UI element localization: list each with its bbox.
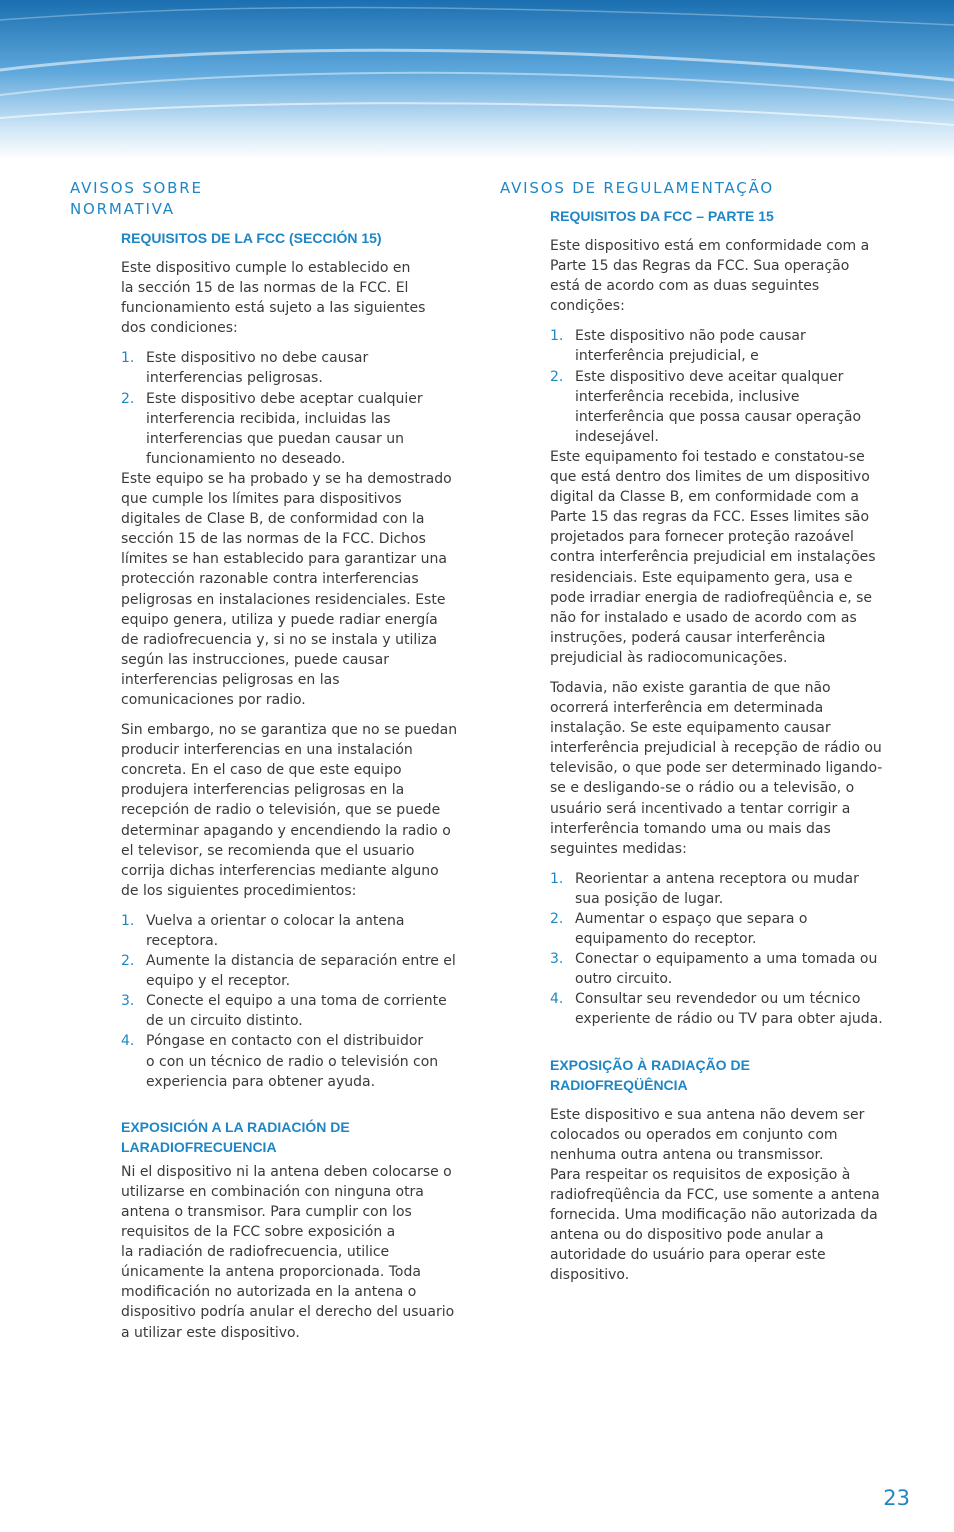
list-number: 3. bbox=[550, 951, 564, 968]
text-line: dos condiciones: bbox=[121, 320, 238, 337]
text-line: Para respeitar os requisitos de exposição à bbox=[550, 1166, 851, 1183]
text-line: seguintes medidas: bbox=[550, 840, 687, 857]
text-line: que cumple los límites para dispositivos bbox=[121, 491, 402, 508]
text-line: interferência que possa causar operação bbox=[575, 408, 862, 425]
list-number: 4. bbox=[550, 991, 564, 1008]
list-item bbox=[121, 991, 481, 1031]
text-line: experiente de rádio ou TV para obter ajuda. bbox=[575, 1011, 883, 1028]
text-line: autoridade do usuário para operar este bbox=[550, 1247, 826, 1264]
text-line: Todavia, não existe garantia de que não bbox=[550, 679, 831, 696]
text-line: que está dentro dos limites de um dispositivo bbox=[550, 469, 870, 486]
text-line: de un circuito distinto. bbox=[146, 1013, 303, 1030]
rf-exposure-paragraph bbox=[121, 1162, 481, 1343]
list-item bbox=[550, 989, 902, 1029]
text-line: límites se han establecido para garantizar una bbox=[121, 551, 447, 568]
text-line: digital da Classe B, em conformidade com a bbox=[550, 489, 859, 506]
section-title: AVISOS SOBRE NORMATIVA bbox=[70, 179, 203, 218]
text-line: antena o transmisor. Para cumplir con los bbox=[121, 1203, 412, 1220]
text-line: comunicaciones por radio. bbox=[121, 691, 306, 708]
text-line: determinar apagando y encendiendo la radio o bbox=[121, 822, 451, 839]
text-line: a utilizar este dispositivo. bbox=[121, 1324, 300, 1341]
text-line: Este equipo se ha probado y se ha demostrado bbox=[121, 470, 452, 487]
class-b-paragraph bbox=[121, 469, 481, 710]
text-line: produjera interferencias peligrosas en la bbox=[121, 782, 405, 799]
fcc-requirements-heading: REQUISITOS DA FCC – PARTE 15 bbox=[550, 208, 774, 224]
text-line: receptora. bbox=[146, 933, 219, 949]
measures-list bbox=[550, 869, 902, 1030]
text-line: utilizarse en combinación con ninguna otra bbox=[121, 1183, 424, 1200]
text-line: Parte 15 das regras da FCC. Esses limites são bbox=[550, 509, 870, 526]
right-column-portuguese bbox=[500, 178, 902, 1285]
text-line: de radiofrecuencia y, si no se instala y utiliza bbox=[121, 631, 438, 648]
text-line: de los siguientes procedimientos: bbox=[121, 882, 357, 899]
text-line: protección razonable contra interferencias bbox=[121, 571, 419, 588]
text-line: usuário será incentivado a tentar corrigir a bbox=[550, 800, 851, 817]
text-line: Este dispositivo deve aceitar qualquer bbox=[575, 368, 844, 385]
text-line: contra interferência prejudicial em instalações bbox=[550, 549, 876, 566]
left-column-spanish bbox=[70, 178, 480, 1343]
text-line: colocados ou operados em conjunto com bbox=[550, 1126, 838, 1143]
list-number: 3. bbox=[121, 993, 135, 1010]
class-b-paragraph bbox=[550, 447, 902, 668]
text-line: Este dispositivo debe aceptar cualquier bbox=[146, 390, 423, 407]
header-banner bbox=[0, 0, 954, 160]
text-line: residenciais. Este equipamento gera, usa e bbox=[550, 569, 853, 586]
text-line: projetados para fornecer proteção razoável bbox=[550, 529, 854, 546]
text-line: instalação. Se este equipamento causar bbox=[550, 720, 831, 737]
text-line: está de acordo com as duas seguintes bbox=[550, 278, 820, 295]
text-line: interferência recebida, inclusive bbox=[575, 388, 800, 405]
list-item bbox=[121, 348, 481, 388]
rf-exposure-paragraph bbox=[550, 1105, 902, 1286]
text-line: interferência prejudicial, e bbox=[575, 348, 759, 365]
text-line: interferencias que puedan causar un bbox=[146, 430, 404, 447]
text-line: equipamento do receptor. bbox=[575, 931, 757, 948]
text-line: Aumentar o espaço que separa o bbox=[575, 911, 808, 927]
list-number: 1. bbox=[121, 350, 135, 367]
list-number: 1. bbox=[550, 870, 564, 887]
text-line: nenhuma outra antena ou transmissor. bbox=[550, 1146, 824, 1163]
text-line: sua posição de lugar. bbox=[575, 890, 724, 907]
intro-paragraph bbox=[550, 236, 902, 316]
text-line: televisão, o que pode ser determinado ligando- bbox=[550, 760, 883, 777]
text-line: Este dispositivo cumple lo establecido en bbox=[121, 260, 411, 276]
measures-list bbox=[121, 911, 481, 1092]
list-item bbox=[550, 326, 902, 366]
text-line: equipo genera, utiliza y puede radiar energía bbox=[121, 611, 438, 628]
list-item bbox=[550, 909, 902, 949]
list-item bbox=[121, 389, 481, 469]
text-line: Póngase en contacto con el distribuidor bbox=[146, 1033, 424, 1050]
text-line: prejudicial às radiocomunicações. bbox=[550, 649, 788, 666]
text-line: interferencias peligrosas. bbox=[146, 370, 323, 387]
text-line: Conectar o equipamento a uma tomada ou bbox=[575, 951, 878, 968]
text-line: Este dispositivo no debe causar bbox=[146, 350, 369, 367]
text-line: Sin embargo, no se garantiza que no se puedan bbox=[121, 722, 458, 739]
text-line: peligrosas en instalaciones residenciales. Este bbox=[121, 591, 446, 608]
text-line: interferencia recibida, incluidas las bbox=[146, 410, 391, 427]
text-line: equipo y el receptor. bbox=[146, 973, 291, 990]
list-number: 2. bbox=[121, 390, 135, 407]
fcc-requirements-heading: REQUISITOS DE LA FCC (SECCIÓN 15) bbox=[121, 230, 382, 246]
text-line: según las instrucciones, puede causar bbox=[121, 651, 390, 668]
list-number: 2. bbox=[550, 911, 564, 927]
page-number: 23 bbox=[883, 1486, 910, 1510]
list-number: 2. bbox=[550, 368, 564, 385]
text-line: funcionamiento no deseado. bbox=[146, 450, 346, 467]
intro-paragraph bbox=[121, 258, 481, 338]
text-line: ocorrerá interferência em determinada bbox=[550, 700, 824, 717]
text-line: requisitos de la FCC sobre exposición a bbox=[121, 1224, 396, 1241]
list-number: 1. bbox=[121, 912, 135, 929]
text-line: outro circuito. bbox=[575, 971, 673, 988]
text-line: dispositivo. bbox=[550, 1267, 630, 1284]
text-line: não for instalado e usado de acordo com as bbox=[550, 609, 857, 626]
text-line: Aumente la distancia de separación entre el bbox=[146, 953, 456, 970]
rf-exposure-heading: EXPOSICIÓN A LA RADIACIÓN DE LARADIOFRECUENCIA bbox=[121, 1118, 350, 1155]
text-line: Ni el dispositivo ni la antena deben colocarse o bbox=[121, 1163, 452, 1180]
text-line: Consultar seu revendedor ou um técnico bbox=[575, 991, 861, 1008]
text-line: Este dispositivo e sua antena não devem ser bbox=[550, 1106, 865, 1123]
list-item bbox=[550, 949, 902, 989]
text-line: Este dispositivo está em conformidade com a bbox=[550, 238, 870, 254]
section-title: AVISOS DE REGULAMENTAÇÃO bbox=[500, 179, 774, 197]
text-line: Este dispositivo não pode causar bbox=[575, 328, 806, 345]
text-line: dispositivo podría anular el derecho del usuario bbox=[121, 1304, 455, 1321]
conditions-list bbox=[121, 348, 481, 469]
text-line: experiencia para obtener ayuda. bbox=[146, 1073, 376, 1090]
list-number: 4. bbox=[121, 1033, 135, 1050]
no-guarantee-paragraph bbox=[121, 720, 481, 901]
list-number: 2. bbox=[121, 953, 135, 970]
list-item bbox=[121, 951, 481, 991]
text-line: la radiación de radiofrecuencia, utilice bbox=[121, 1244, 390, 1261]
text-line: o con un técnico de radio o televisión con bbox=[146, 1053, 439, 1070]
text-line: concreta. En el caso de que este equipo bbox=[121, 762, 402, 779]
text-line: se e desligando-se o rádio ou a televisão, o bbox=[550, 780, 855, 797]
text-line: Parte 15 das Regras da FCC. Sua operação bbox=[550, 258, 850, 275]
no-guarantee-paragraph bbox=[550, 678, 902, 859]
text-line: interferencias peligrosas en las bbox=[121, 671, 340, 688]
text-line: digitales de Clase B, de conformidad con la bbox=[121, 511, 425, 528]
text-line: modificación no autorizada en la antena o bbox=[121, 1284, 417, 1301]
text-line: condições: bbox=[550, 298, 625, 315]
text-line: Conecte el equipo a una toma de corriente bbox=[146, 993, 447, 1010]
text-line: pode irradiar energia de radiofreqüência e, se bbox=[550, 589, 873, 606]
text-line: corrija dichas interferencias mediante alguno bbox=[121, 862, 439, 879]
text-line: interferência prejudicial à recepção de rádio ou bbox=[550, 740, 882, 757]
conditions-list bbox=[550, 326, 902, 447]
text-line: Reorientar a antena receptora ou mudar bbox=[575, 870, 859, 887]
text-line: indesejável. bbox=[575, 428, 659, 445]
text-line: únicamente la antena proporcionada. Toda bbox=[121, 1264, 421, 1281]
text-line: Vuelva a orientar o colocar la antena bbox=[146, 912, 405, 929]
text-line: funcionamiento está sujeto a las siguientes bbox=[121, 300, 426, 317]
text-line: el televisor, se recomienda que el usuario bbox=[121, 842, 415, 859]
text-line: recepción de radio o televisión, que se puede bbox=[121, 802, 441, 819]
list-number: 1. bbox=[550, 328, 564, 345]
text-line: antena ou do dispositivo pode anular a bbox=[550, 1227, 824, 1244]
text-line: la sección 15 de las normas de la FCC. El bbox=[121, 280, 409, 297]
text-line: fornecida. Uma modificação não autorizada da bbox=[550, 1207, 878, 1224]
text-line: radiofreqüência da FCC, use somente a antena bbox=[550, 1186, 880, 1203]
list-item bbox=[550, 869, 902, 909]
text-line: sección 15 de las normas de la FCC. Dichos bbox=[121, 531, 426, 548]
list-item bbox=[121, 911, 481, 951]
text-line: Este equipamento foi testado e constatou-se bbox=[550, 448, 865, 465]
list-item bbox=[121, 1031, 481, 1091]
text-line: instruções, poderá causar interferência bbox=[550, 629, 826, 646]
text-line: interferência tomando uma ou mais das bbox=[550, 820, 831, 837]
rf-exposure-heading: EXPOSIÇÃO À RADIAÇÃO DE RADIOFREQÜÊNCIA bbox=[550, 1056, 750, 1093]
text-line: producir interferencias en una instalación bbox=[121, 742, 413, 759]
list-item bbox=[550, 367, 902, 447]
